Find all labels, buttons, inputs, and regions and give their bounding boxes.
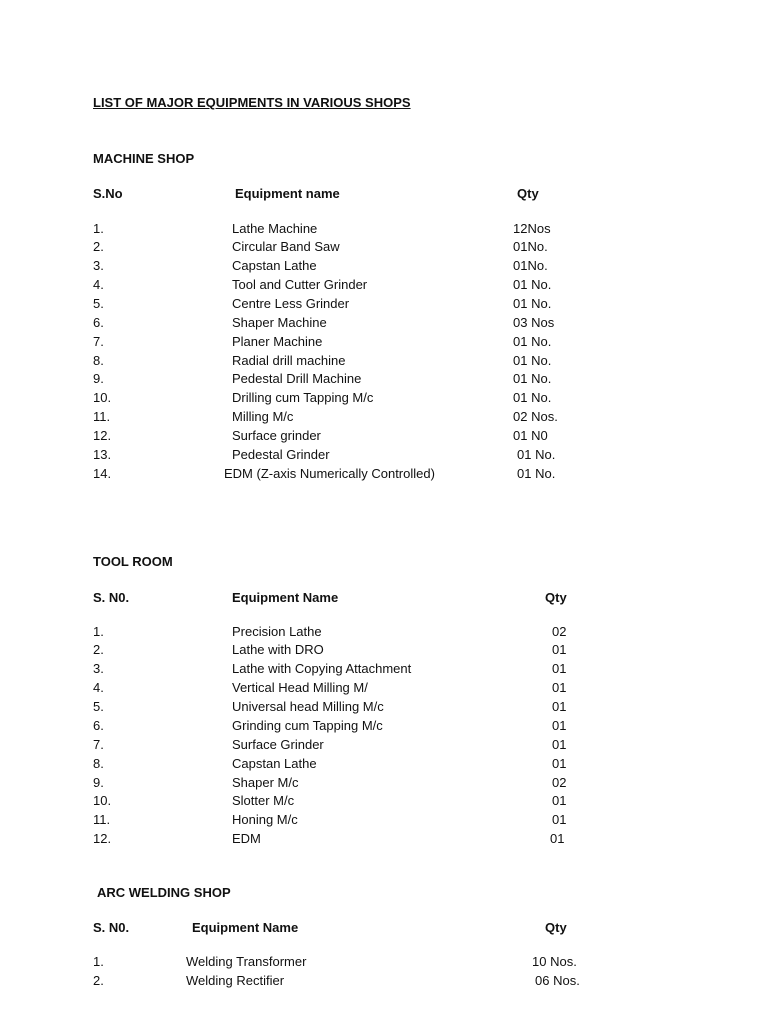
row-qty: 01 No.	[513, 390, 552, 405]
row-qty: 01 No.	[517, 466, 556, 481]
row-sno: 6.	[93, 315, 104, 330]
row-qty: 01	[550, 831, 565, 846]
arc-welding-shop-heading: ARC WELDING SHOP	[97, 885, 231, 900]
row-equipment-name: Lathe with Copying Attachment	[232, 661, 412, 676]
row-sno: 2.	[93, 973, 104, 988]
row-qty: 02 Nos.	[513, 409, 558, 424]
row-sno: 5.	[93, 699, 104, 714]
tool-room-header-name: Equipment Name	[232, 590, 339, 605]
row-qty: 01	[552, 793, 567, 808]
row-sno: 1.	[93, 221, 104, 236]
row-qty: 01	[552, 718, 567, 733]
document-title: LIST OF MAJOR EQUIPMENTS IN VARIOUS SHOPS	[93, 95, 411, 110]
row-qty: 01	[552, 737, 567, 752]
machine-shop-header-qty: Qty	[517, 186, 539, 201]
tool-room-heading: TOOL ROOM	[93, 554, 173, 569]
row-sno: 7.	[93, 334, 104, 349]
row-sno: 9.	[93, 371, 104, 386]
row-sno: 4.	[93, 277, 104, 292]
row-sno: 1.	[93, 954, 104, 969]
row-equipment-name: Tool and Cutter Grinder	[232, 277, 368, 292]
row-qty: 01	[552, 812, 567, 827]
row-equipment-name: Universal head Milling M/c	[232, 699, 384, 714]
row-equipment-name: Precision Lathe	[232, 624, 322, 639]
row-sno: 5.	[93, 296, 104, 311]
row-equipment-name: Capstan Lathe	[232, 258, 317, 273]
row-qty: 03 Nos	[513, 315, 555, 330]
row-qty: 01 No.	[513, 334, 552, 349]
row-sno: 4.	[93, 680, 104, 695]
row-qty: 01 No.	[513, 371, 552, 386]
tool-room-header-qty: Qty	[545, 590, 567, 605]
row-equipment-name: Surface Grinder	[232, 737, 324, 752]
row-qty: 01 N0	[513, 428, 548, 443]
row-sno: 8.	[93, 353, 104, 368]
row-qty: 01No.	[513, 239, 548, 254]
row-sno: 2.	[93, 642, 104, 657]
row-equipment-name: EDM	[232, 831, 261, 846]
row-sno: 12.	[93, 831, 112, 846]
row-qty: 02	[552, 775, 567, 790]
tool-room-header-sno: S. N0.	[93, 590, 130, 605]
machine-shop-header-sno: S.No	[93, 186, 123, 201]
row-equipment-name: Milling M/c	[232, 409, 294, 424]
row-sno: 10.	[93, 390, 112, 405]
row-qty: 01 No.	[517, 447, 556, 462]
row-equipment-name: Pedestal Drill Machine	[232, 371, 362, 386]
row-equipment-name: Planer Machine	[232, 334, 323, 349]
row-equipment-name: Pedestal Grinder	[232, 447, 330, 462]
row-equipment-name: Vertical Head Milling M/	[232, 680, 368, 695]
row-equipment-name: Circular Band Saw	[232, 239, 340, 254]
row-qty: 01	[552, 642, 567, 657]
row-equipment-name: Drilling cum Tapping M/c	[232, 390, 374, 405]
row-qty: 01No.	[513, 258, 548, 273]
row-equipment-name: Welding Transformer	[186, 954, 307, 969]
row-qty: 10 Nos.	[532, 954, 577, 969]
row-sno: 10.	[93, 793, 112, 808]
row-qty: 01 No.	[513, 296, 552, 311]
row-sno: 2.	[93, 239, 104, 254]
row-equipment-name: Slotter M/c	[232, 793, 295, 808]
row-qty: 01	[552, 756, 567, 771]
row-qty: 01 No.	[513, 353, 552, 368]
row-qty: 01	[552, 699, 567, 714]
arc-welding-header-sno: S. N0.	[93, 920, 130, 935]
arc-welding-header-name: Equipment Name	[192, 920, 299, 935]
row-equipment-name: Centre Less Grinder	[232, 296, 350, 311]
row-qty: 06 Nos.	[535, 973, 580, 988]
row-sno: 14.	[93, 466, 112, 481]
row-qty: 01	[552, 661, 567, 676]
row-equipment-name: Lathe Machine	[232, 221, 318, 236]
row-qty: 01 No.	[513, 277, 552, 292]
row-equipment-name: Radial drill machine	[232, 353, 346, 368]
row-sno: 9.	[93, 775, 104, 790]
row-sno: 12.	[93, 428, 112, 443]
row-equipment-name: Shaper Machine	[232, 315, 327, 330]
row-sno: 8.	[93, 756, 104, 771]
row-sno: 11.	[93, 812, 111, 827]
row-sno: 1.	[93, 624, 104, 639]
row-equipment-name: Lathe with DRO	[232, 642, 324, 657]
row-equipment-name: Grinding cum Tapping M/c	[232, 718, 383, 733]
row-equipment-name: Capstan Lathe	[232, 756, 317, 771]
row-equipment-name: EDM (Z-axis Numerically Controlled)	[224, 466, 435, 481]
row-equipment-name: Honing M/c	[232, 812, 298, 827]
row-sno: 13.	[93, 447, 112, 462]
machine-shop-header-name: Equipment name	[235, 186, 340, 201]
row-qty: 12Nos	[513, 221, 551, 236]
row-qty: 01	[552, 680, 567, 695]
row-sno: 7.	[93, 737, 104, 752]
row-equipment-name: Shaper M/c	[232, 775, 299, 790]
row-equipment-name: Welding Rectifier	[186, 973, 285, 988]
arc-welding-header-qty: Qty	[545, 920, 567, 935]
machine-shop-heading: MACHINE SHOP	[93, 151, 195, 166]
row-equipment-name: Surface grinder	[232, 428, 321, 443]
row-sno: 3.	[93, 661, 104, 676]
row-sno: 3.	[93, 258, 104, 273]
row-sno: 6.	[93, 718, 104, 733]
row-sno: 11.	[93, 409, 111, 424]
row-qty: 02	[552, 624, 567, 639]
